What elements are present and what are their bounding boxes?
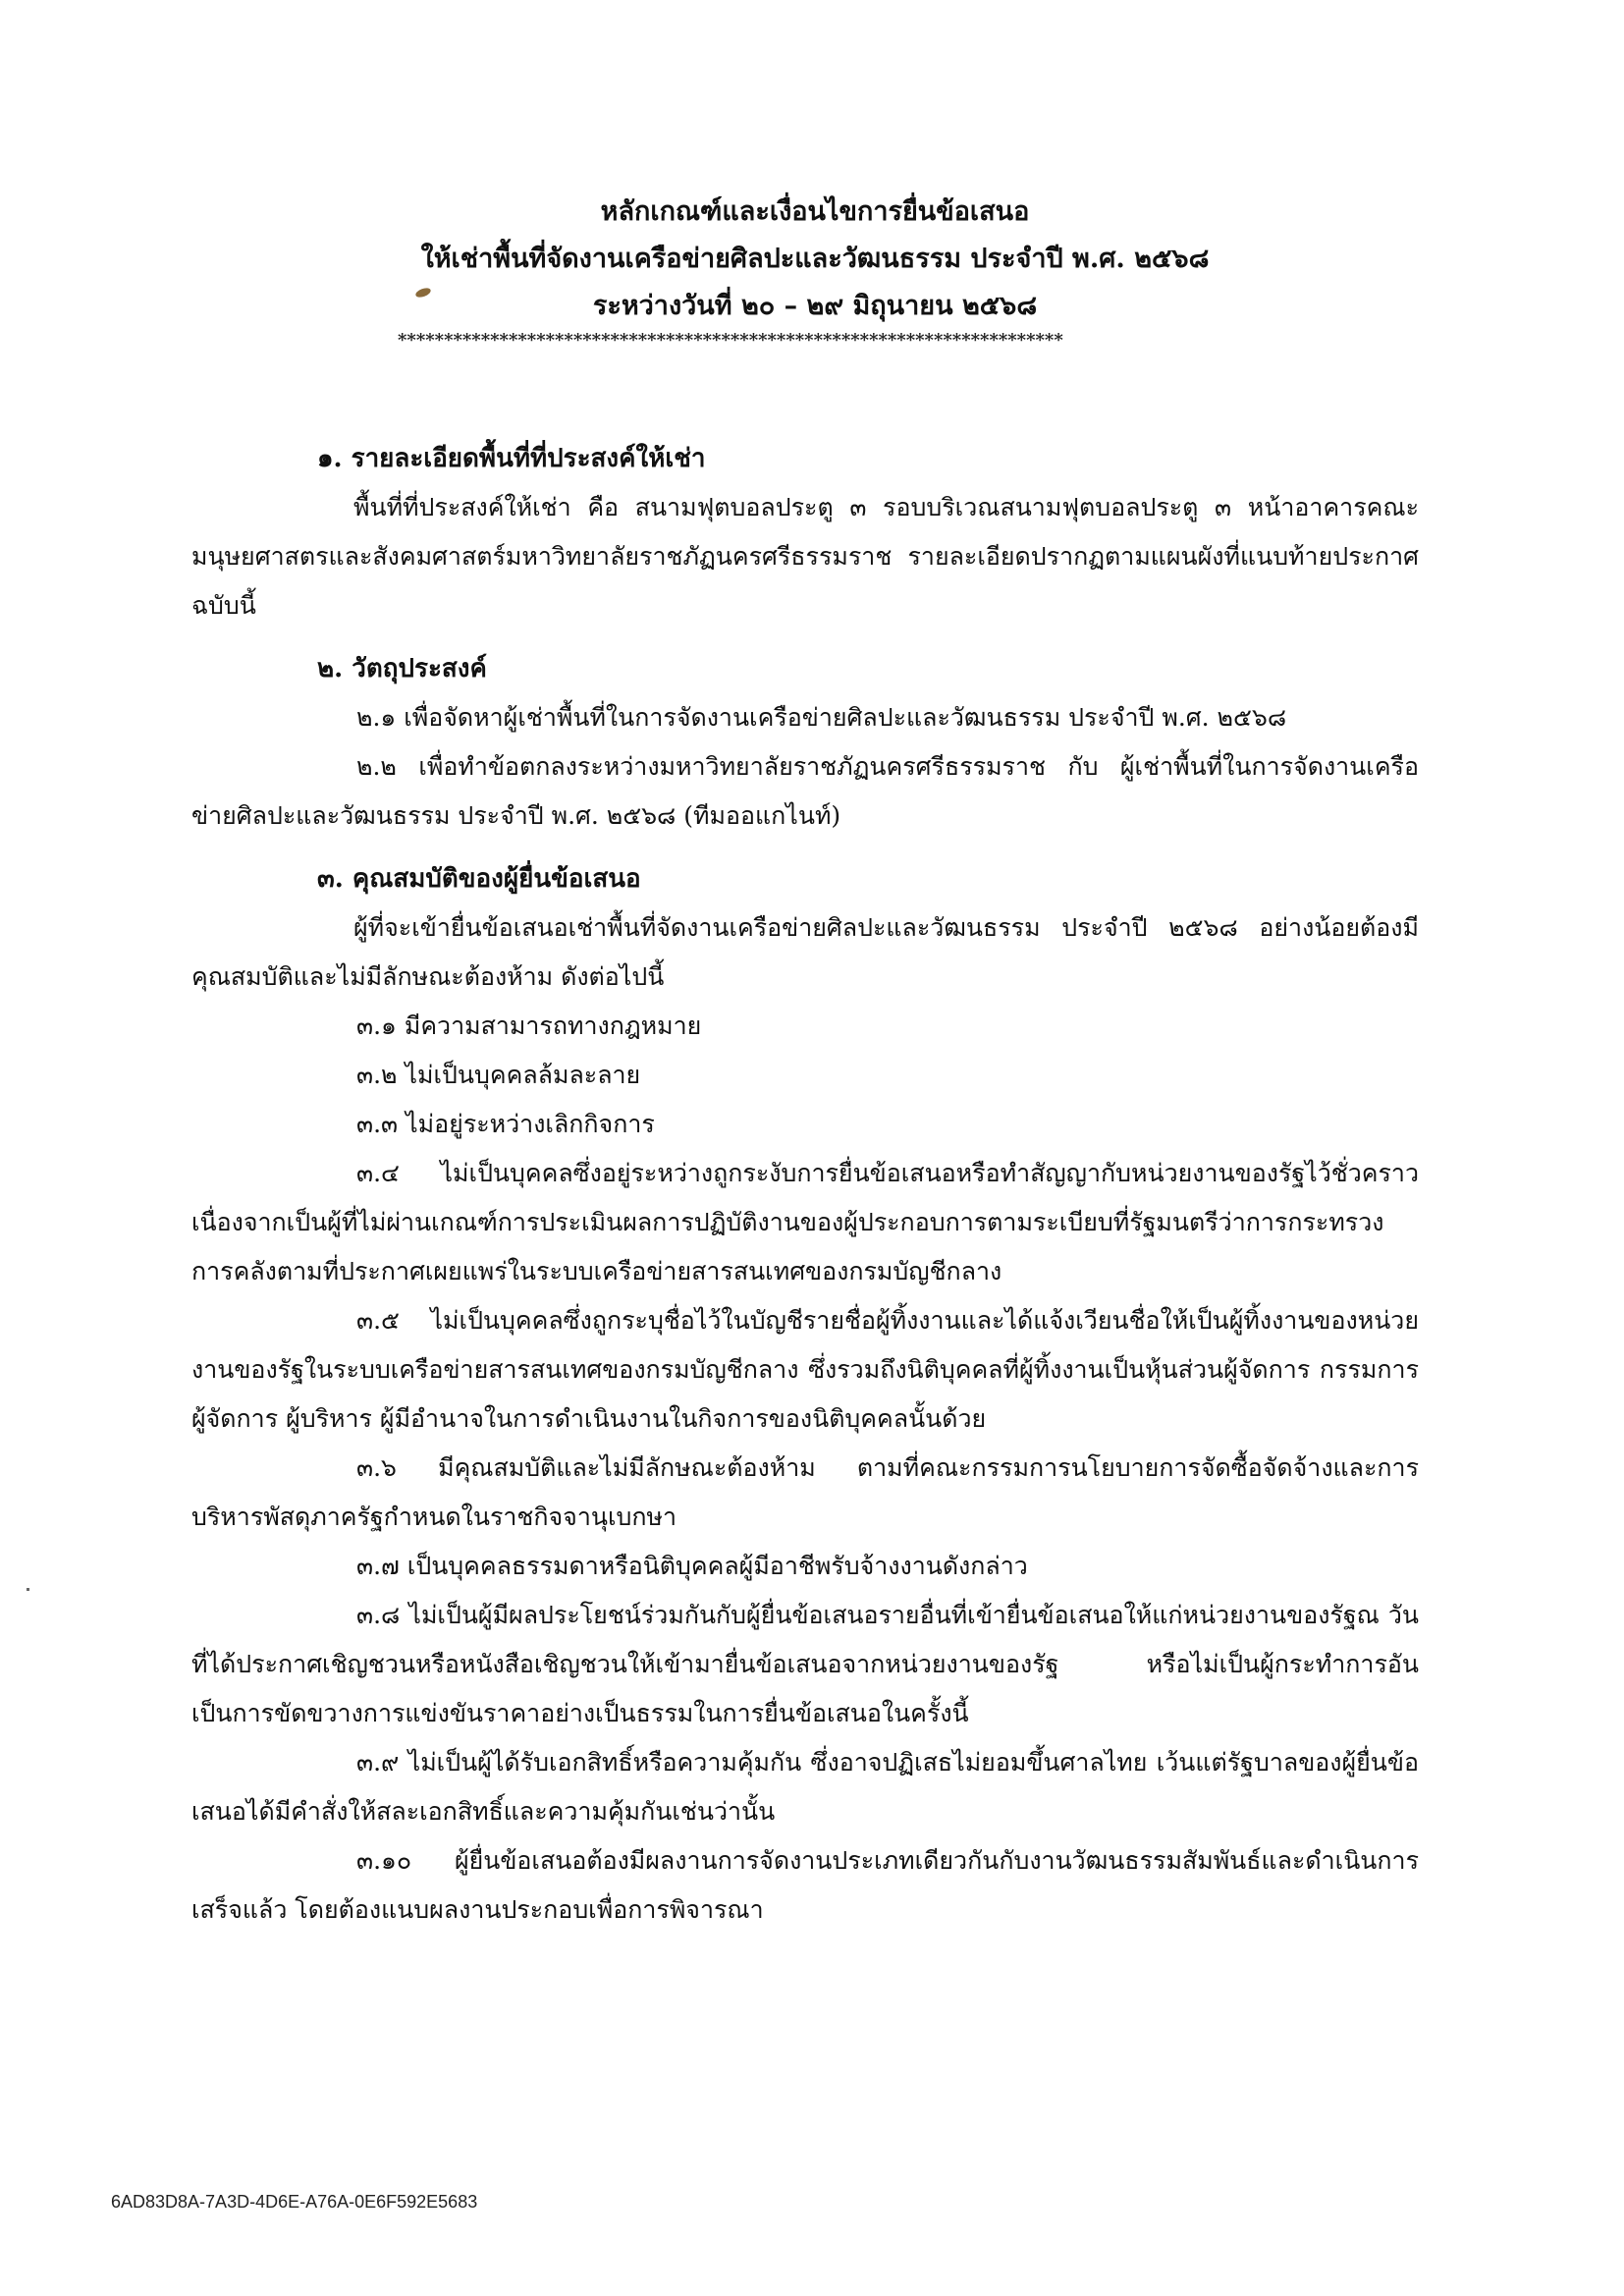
title-line-3: ระหว่างวันที่ ๒๐ – ๒๙ มิถุนายน ๒๕๖๘: [592, 291, 1038, 321]
title-line-2: ให้เช่าพื้นที่จัดงานเครือข่ายศิลปะและวัฒนธรรม ประจำปี พ.ศ. ๒๕๖๘: [420, 244, 1210, 274]
section-gap: [191, 841, 1419, 854]
section-3-item-4: ๓.๔ ไม่เป็นบุคคลซึ่งอยู่ระหว่างถูกระงับการยื่นข้อเสนอหรือทำสัญญากับหน่วยงานของรัฐไว้ชั่วคราวเนื่องจากเป็นผู้ที่ไม่ผ่านเกณฑ์การประเมินผลการปฏิบัติงานของผู้ประกอบการตามระเบียบที่รัฐมนตรีว่าการกระทรวงการคลังตามที่ประกาศเผยแพร่ในระบบเครือข่ายสารสนเทศของกรมบัญชีกลาง: [191, 1159, 1419, 1285]
document-id: 6AD83D8A-7A3D-4D6E-A76A-0E6F592E5683: [111, 2192, 478, 2212]
section-3-item-2: ๓.๒ ไม่เป็นบุคคลล้มละลาย: [356, 1061, 641, 1089]
section-1-body: พื้นที่ที่ประสงค์ให้เช่า คือ สนามฟุตบอลประตู ๓ รอบบริเวณสนามฟุตบอลประตู ๓ หน้าอาคารคณะมนุษยศาสตรและสังคมศาสตร์มหาวิทยาลัยราชภัฏนครศรีธรรมราช รายละเอียดปรากฏตามแผนผังที่แนบท้ายประกาศฉบับนี้: [191, 493, 1419, 620]
separator-line: ************************************************************************: [398, 330, 1063, 351]
section-3-intro: ผู้ที่จะเข้ายื่นข้อเสนอเช่าพื้นที่จัดงานเครือข่ายศิลปะและวัฒนธรรม ประจำปี ๒๕๖๘ อย่างน้อยต้องมีคุณสมบัติและไม่มีลักษณะต้องห้าม ดังต่อไปนี้: [191, 913, 1419, 991]
document-body: [191, 434, 1419, 1935]
section-3-item-7: ๓.๗ เป็นบุคคลธรรมดาหรือนิติบุคคลผู้มีอาชีพรับจ้างงานดังกล่าว: [356, 1552, 1028, 1580]
section-3-item-8: ๓.๘ ไม่เป็นผู้มีผลประโยชน์ร่วมกันกับผู้ยื่นข้อเสนอรายอื่นที่เข้ายื่นข้อเสนอให้แก่หน่วยงานของรัฐณ วันที่ได้ประกาศเชิญชวนหรือหนังสือเชิญชวนให้เข้ามายื่นข้อเสนอจากหน่วยงานของรัฐ หรือไม่เป็นผู้กระทำการอันเป็นการขัดขวางการแข่งขันราคาอย่างเป็นธรรมในการยื่นข้อเสนอในครั้งนี้: [191, 1601, 1419, 1727]
title-line-1: หลักเกณฑ์และเงื่อนไขการยื่นข้อเสนอ: [600, 196, 1030, 227]
section-gap: [191, 630, 1419, 644]
section-3-item-1: ๓.๑ มีความสามารถทางกฎหมาย: [356, 1011, 702, 1040]
section-3-heading: ๓. คุณสมบัติของผู้ยื่นข้อเสนอ: [317, 864, 641, 894]
section-3-item-3: ๓.๓ ไม่อยู่ระหว่างเลิกกิจการ: [356, 1110, 655, 1138]
section-3-item-6: ๓.๖ มีคุณสมบัติและไม่มีลักษณะต้องห้าม ตามที่คณะกรรมการนโยบายการจัดซื้อจัดจ้างและการบริหารพัสดุภาครัฐกำหนดในราชกิจจานุเบกษา: [191, 1453, 1419, 1531]
section-3-item-9: ๓.๙ ไม่เป็นผู้ได้รับเอกสิทธิ์หรือความคุ้มกัน ซึ่งอาจปฏิเสธไม่ยอมขึ้นศาลไทย เว้นแต่รัฐบาลของผู้ยื่นข้อเสนอได้มีคำสั่งให้สละเอกสิทธิ์และความคุ้มกันเช่นว่านั้น: [191, 1748, 1419, 1826]
section-2-item-2: ๒.๒ เพื่อทำข้อตกลงระหว่างมหาวิทยาลัยราชภัฏนครศรีธรรมราช กับ ผู้เช่าพื้นที่ในการจัดงานเครือข่ายศิลปะและวัฒนธรรม ประจำปี พ.ศ. ๒๕๖๘ (ทีมออแกไนท์): [191, 752, 1419, 830]
section-3-item-5: ๓.๕ ไม่เป็นบุคคลซึ่งถูกระบุชื่อไว้ในบัญชีรายชื่อผู้ทิ้งงานและได้แจ้งเวียนชื่อให้เป็นผู้ทิ้งงานของหน่วยงานของรัฐในระบบเครือข่ายสารสนเทศของกรมบัญชีกลาง ซึ่งรวมถึงนิติบุคคลที่ผู้ทิ้งงานเป็นหุ้นส่วนผู้จัดการ กรรมการผู้จัดการ ผู้บริหาร ผู้มีอำนาจในการดำเนินงานในกิจการของนิติบุคคลนั้นด้วย: [191, 1306, 1419, 1433]
section-2-item-1: ๒.๑ เพื่อจัดหาผู้เช่าพื้นที่ในการจัดงานเครือข่ายศิลปะและวัฒนธรรม ประจำปี พ.ศ. ๒๕๖๘: [356, 703, 1287, 732]
section-3-item-10: ๓.๑๐ ผู้ยื่นข้อเสนอต้องมีผลงานการจัดงานประเภทเดียวกันกับงานวัฒนธรรมสัมพันธ์และดำเนินการเสร็จแล้ว โดยต้องแนบผลงานประกอบเพื่อการพิจารณา: [191, 1846, 1419, 1924]
section-2-heading: ๒. วัตถุประสงค์: [317, 654, 487, 683]
scan-speck: [27, 1588, 29, 1591]
document-title: [295, 189, 1335, 330]
section-1-heading: ๑. รายละเอียดพื้นที่ที่ประสงค์ให้เช่า: [317, 444, 706, 473]
